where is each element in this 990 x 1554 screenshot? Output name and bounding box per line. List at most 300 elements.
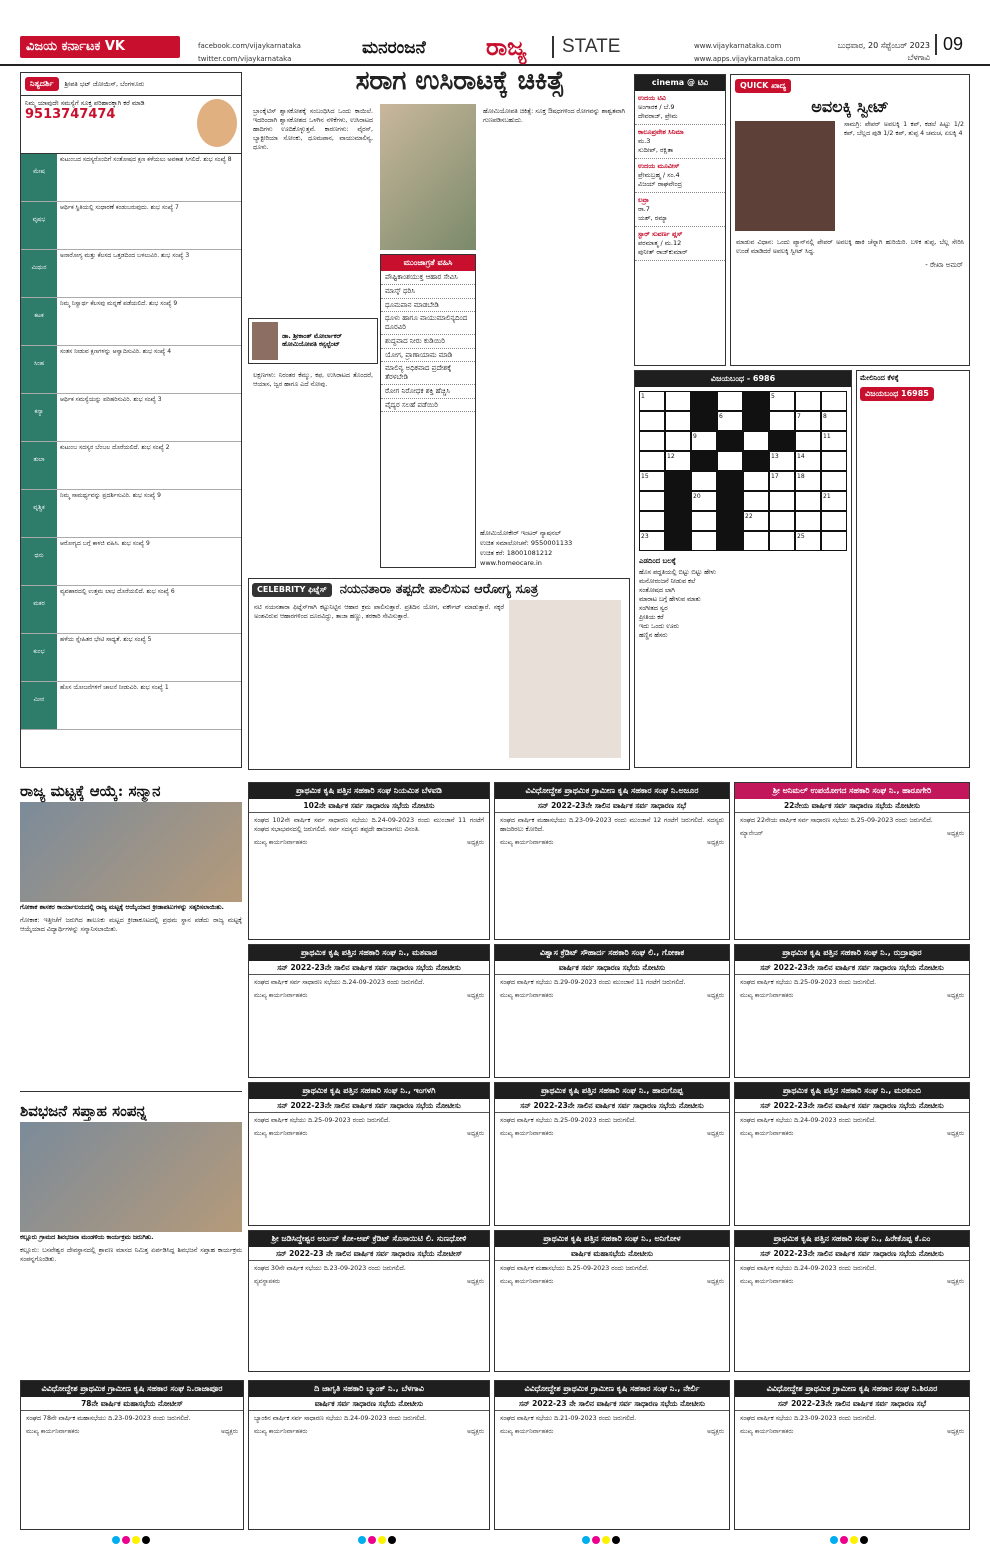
crossword-cell[interactable]: [665, 391, 691, 411]
notice-org: ಪ್ರಾಥಮಿಕ ಕೃಷಿ ಪತ್ತಿನ ಸಹಕಾರಿ ಸಂಘ ನಿ., ಅನಿಗೋಳ: [495, 1231, 729, 1247]
notice-sig-2: ಅಧ್ಯಕ್ಷರು: [707, 992, 724, 1000]
notice-box: [494, 782, 730, 940]
crossword-cell[interactable]: 11: [821, 431, 847, 451]
web-links: [694, 40, 800, 66]
masthead: [0, 0, 990, 66]
notice-box: [494, 944, 730, 1078]
horoscope-phone[interactable]: 9513747474: [25, 107, 116, 123]
tip-item: ಧೂಮಪಾನ ಮಾಡಬೇಡಿ: [381, 299, 475, 313]
doctor-name: ಡಾ. ಶ್ರೀಕಾಂತ್ ಮೋರ್ಲಾ‌ಕರ್ ಹೋಮಿಯೋಪತಿ ಕನ್ಸಲ್ಟೆಂಟ್: [282, 333, 342, 348]
crossword-cell[interactable]: 7: [795, 411, 821, 431]
notice-sig-1: ಮ್ಯಾನೇಜರ್: [740, 830, 764, 838]
cmyk-mark: [112, 1536, 150, 1544]
notice-org: ವಿವಿಧೋದ್ದೇಶ ಪ್ರಾಥಮಿಕ ಗ್ರಾಮೀಣ ಕೃಷಿ ಸಹಕಾರ ಸಂಘ ನಿ.ಶಿರೂರ: [735, 1381, 969, 1397]
crossword-cell[interactable]: [717, 491, 743, 511]
rashi-row: [21, 250, 241, 298]
notice-sig-2: ಅಧ್ಯಕ್ಷರು: [221, 1428, 238, 1436]
crossword-cell[interactable]: [743, 471, 769, 491]
crossword-cell[interactable]: [795, 511, 821, 531]
notice-sig-1: ಮುಖ್ಯ ಕಾರ್ಯನಿರ್ವಾಹಕರು: [740, 1428, 794, 1436]
answers-label: ವಿಜಯಬಂಧ 16985: [860, 387, 934, 401]
rashi-text: ನಿಮ್ಮ ಸಾಮರ್ಥ್ಯವನ್ನು ಪ್ರದರ್ಶಿಸುವಿರಿ. ಶುಭ ಸಂಖ್ಯೆ 9: [60, 492, 161, 499]
notice-signatures: [249, 990, 489, 1002]
notice-box: [248, 1380, 490, 1530]
notice-body: ಸಂಘದ 30ನೇ ವಾರ್ಷಿಕ ಸಭೆಯು ದಿ.23-09-2023 ರಂದು ಜರುಗಲಿದೆ.: [254, 1265, 406, 1273]
notice-body: ಸಂಘದ ವಾರ್ಷಿಕ ಸರ್ವ ಸಾಧಾರಣ ಸಭೆಯು ದಿ.24-09-2023 ರಂದು ಜರುಗಲಿದೆ.: [254, 979, 425, 987]
crossword-title: ವಿಜಯಬಂಧ - 6986: [635, 371, 851, 387]
notice-body: ಸಂಘದ ವಾರ್ಷಿಕ ಸಭೆಯು ದಿ.21-09-2023 ರಂದು ಜರುಗಲಿದೆ.: [500, 1415, 637, 1423]
notice-body: ಸಂಘದ 22ನೇಯ ವಾರ್ಷಿಕ ಸರ್ವ ಸಾಧಾರಣ ಸಭೆಯು ದಿ.25-09-2023 ರಂದು ಜರುಗಲಿದೆ.: [740, 817, 933, 825]
notice-sig-1: ಮುಖ್ಯ ಕಾರ್ಯನಿರ್ವಾಹಕರು: [740, 992, 794, 1000]
crossword-cell[interactable]: [821, 471, 847, 491]
crossword-cell[interactable]: [665, 531, 691, 551]
rashi-text: ಕುಟುಂಬ ಸದಸ್ಯರ ಬೆಂಬಲ ದೊರೆಯಲಿದೆ. ಶುಭ ಸಂಖ್ಯೆ 2: [60, 444, 170, 451]
crossword-cell[interactable]: [821, 511, 847, 531]
notice-title: ವಾರ್ಷಿಕ ಮಹಾಸಭೆಯ ನೋಟೀಸು: [495, 1247, 729, 1261]
crossword-cell[interactable]: [639, 451, 665, 471]
notice-title: ಸನ್ 2022-23ನೇ ಸಾಲಿನ ವಾರ್ಷಿಕ ಸರ್ವ ಸಾಧಾರಣ ಸಭೆಯ ನೋಟೀಸು: [249, 1099, 489, 1113]
rashi-text: ಆರೋಗ್ಯದ ಬಗ್ಗೆ ಕಾಳಜಿ ವಹಿಸಿ. ಶುಭ ಸಂಖ್ಯೆ 9: [60, 540, 150, 547]
celebrity-title: ನಯನತಾರಾ ತಪ್ಪದೇ ಪಾಲಿಸುವ ಆರೋಗ್ಯ ಸೂತ್ರ: [339, 582, 539, 597]
crossword-cell[interactable]: [665, 471, 691, 491]
celebrity-body: ನಟಿ ನಯನತಾರಾ ಫಿಟ್ನೆಸ್‌ಗಾಗಿ ಕಟ್ಟುನಿಟ್ಟಿನ ಆಹಾರ ಕ್ರಮ ಪಾಲಿಸುತ್ತಾರೆ. ಪ್ರತಿದಿನ ಯೋಗ, ವರ್ಕೌಟ್ ಮಾಡುತ್ತಾರೆ. ಸಕ್ಕರೆ ಅಂಶವಿರುವ ಆಹಾರಗಳಿಂದ ದೂರವಿದ್ದು, ತಾಜಾ ಹಣ್ಣು, ತರಕಾರಿ ಸೇವಿಸುತ್ತಾರೆ.: [254, 604, 504, 620]
crossword-clue: ಪ್ರೀತಿಯ ಕರೆ: [639, 613, 664, 621]
notice-title: 102ನೇ ವಾರ್ಷಿಕ ಸರ್ವ ಸಾಧಾರಣ ಸಭೆಯ ನೋಟಿಸು: [249, 799, 489, 813]
rashi-text: ವ್ಯವಹಾರದಲ್ಲಿ ಉತ್ತಮ ಲಾಭ ದೊರೆಯಲಿದೆ. ಶುಭ ಸಂಖ್ಯೆ 6: [60, 588, 175, 595]
rashi-icon: ಮೇಷ: [21, 154, 57, 201]
crossword-cell[interactable]: 12: [665, 451, 691, 471]
notice-sig-1: ಮುಖ್ಯ ಕಾರ್ಯನಿರ್ವಾಹಕರು: [740, 1278, 794, 1286]
news-caption: ಗೋಕಾಕ ಶಾಸಕರ ಕಾರ್ಯಾಲಯದಲ್ಲಿ ರಾಜ್ಯ ಮಟ್ಟಕ್ಕೆ ಆಯ್ಕೆಯಾದ ಕ್ರೀಡಾಪಟುಗಳನ್ನು ಸತ್ಕರಿಸಲಾಯಿತು.: [20, 904, 224, 911]
notice-signatures: [249, 837, 489, 849]
tv-channel: ಕಾಲೂಪ್ರವೇಶ ಸಿನಿಮಾ: [638, 128, 684, 136]
notice-title: ಸನ್ 2022-23 ನೇ ಸಾಲಿನ ವಾರ್ಷಿಕ ಸರ್ವ ಸಾಧಾರಣ ಸಭೆಯ ನೋಟೀಸ್: [249, 1247, 489, 1261]
crossword-clue: ಇದು ಒಂದು ಊರು: [639, 622, 679, 630]
crossword-cell[interactable]: [691, 451, 717, 471]
recipe-method: ಮಾಡುವ ವಿಧಾನ: ಒಂದು ಪ್ಯಾನ್‌ನಲ್ಲಿ ಪೇಪರ್ ಅವಲಕ್ಕಿ ಹಾಕಿ ಚೆನ್ನಾಗಿ ಹುರಿಯಿರಿ. ಬಳಿಕ ತುಪ್ಪ, ಬೆಲ್ಲ ಸೇರಿಸಿ ಉಂಡೆ ಮಾಡಿದರೆ ಅವಲಕ್ಕಿ ಸ್ವೀಟ್ ಸಿದ್ಧ.: [736, 239, 964, 255]
notice-sig-2: ಅಧ್ಯಕ್ಷರು: [467, 1130, 484, 1138]
tv-show: ಪ್ರೇಮಬ್ರಹ್ಮ / ಸಂ.4: [638, 171, 680, 179]
crossword-cell[interactable]: [717, 511, 743, 531]
tip-item: ಪೌಷ್ಟಿಕಾಂಶಯುಕ್ತ ಆಹಾರ ಸೇವಿಸಿ: [381, 271, 475, 285]
crossword-cell[interactable]: [717, 451, 743, 471]
crossword-cell[interactable]: [691, 411, 717, 431]
notice-title: ಸನ್ 2022-23ನೇ ಸಾಲಿನ ವಾರ್ಷಿಕ ಸರ್ವ ಸಾಧಾರಣ ಸಭೆಯ ನೋಟೀಸು: [735, 1247, 969, 1261]
notice-org: ವಿವಿಧೋದ್ದೇಶ ಪ್ರಾಥಮಿಕ ಗ್ರಾಮೀಣ ಕೃಷಿ ಸಹಕಾರ ಸಂಘ ನಿ., ನೇರ್ಲಿ: [495, 1381, 729, 1397]
notice-signatures: [495, 1276, 729, 1288]
cmyk-mark: [830, 1536, 868, 1544]
crossword-clue: ಸಂತೋಷದ ಲಾಗಿ: [639, 586, 675, 594]
rashi-text: ಹಳೆಯ ಸ್ನೇಹಿತರ ಭೇಟಿ ಸಾಧ್ಯತೆ. ಶುಭ ಸಂಖ್ಯೆ 5: [60, 636, 152, 643]
news-body: ಗೋಕಾಕ: ಇತ್ತೀಚೆಗೆ ಜರುಗಿದ ತಾಲೂಕು ಮಟ್ಟದ ಕ್ರೀಡಾಕೂಟದಲ್ಲಿ ಪ್ರಥಮ ಸ್ಥಾನ ಪಡೆದು ರಾಜ್ಯ ಮಟ್ಟಕ್ಕೆ ಆಯ್ಕೆಯಾದ ವಿದ್ಯಾರ್ಥಿಗಳನ್ನು ಸನ್ಮಾನಿಸಲಾಯಿತು.: [20, 916, 242, 933]
cmyk-mark: [358, 1536, 396, 1544]
recipe-ingredients: ಸಾಮಗ್ರಿ: ಪೇಪರ್ ಅವಲಕ್ಕಿ 1 ಕಪ್, ಕಡಲೆ ಹಿಟ್ಟು 1/2 ಕಪ್, ಬೆಲ್ಲದ ಪುಡಿ 1/2 ಕಪ್, ತುಪ್ಪ 4 ಚಮಚ, ಏಲಕ್ಕಿ 4: [844, 121, 964, 137]
rashi-row: [21, 490, 241, 538]
crossword-cell[interactable]: 15: [639, 471, 665, 491]
notice-org: ಪ್ರಾಥಮಿಕ ಕೃಷಿ ಪತ್ತಿನ ಸಹಕಾರಿ ಸಂಘ ನಿ., ರುದ್ರಾಪೂರ: [735, 945, 969, 961]
crossword-cell[interactable]: [639, 411, 665, 431]
notice-signatures: [495, 1426, 729, 1438]
tv-cast: ಸುದೀಪ್, ರಕ್ಷಿತಾ: [638, 146, 674, 154]
news-photo: [20, 802, 242, 902]
feature-body-3: ಹೋಮಿಯೋಪತಿ ಚಿಕಿತ್ಸೆ: ಸೂಕ್ತ ಔಷಧಗಳಿಂದ ರೋಗವನ್ನು ಶಾಶ್ವತವಾಗಿ ಗುಣಪಡಿಸಬಹುದು.: [483, 108, 625, 124]
notice-sig-1: ಮುಖ್ಯ ಕಾರ್ಯನಿರ್ವಾಹಕರು: [254, 839, 308, 847]
rashi-text: ನಿಮ್ಮ ನಿಸ್ವಾರ್ಥ ಕೆಲಸವು ಮನ್ನಣೆ ಪಡೆಯಲಿದೆ. ಶುಭ ಸಂಖ್ಯೆ 9: [60, 300, 178, 307]
notice-box: [734, 944, 970, 1078]
rashi-text: ಆರ್ಥಿಕ ಸಮಸ್ಯೆಯನ್ನು ಪರಿಹರಿಸುವಿರಿ. ಶುಭ ಸಂಖ್ಯೆ 3: [60, 396, 162, 403]
recipe-author: - ರೇಖಾ ಅಮರ್: [925, 261, 963, 269]
tips-box: [380, 254, 476, 568]
tips-title: ಮುಂಜಾಗ್ರತೆ ವಹಿಸಿ: [381, 255, 475, 271]
notice-signatures: [735, 1276, 969, 1288]
crossword-cell[interactable]: 25: [795, 531, 821, 551]
notice-sig-2: ಅಧ್ಯಕ್ಷರು: [467, 992, 484, 1000]
crossword-cell[interactable]: [743, 491, 769, 511]
tv-show: ಅಂಗಾರಕ / ಬೆ.9: [638, 103, 675, 111]
notice-org: ಪ್ರಾಥಮಿಕ ಕೃಷಿ ಪತ್ತಿನ ಸಹಕಾರಿ ಸಂಘ ನಿಯಮಿತ ಬೆಳವಡಿ: [249, 783, 489, 799]
notice-title: 78ನೇ ವಾರ್ಷಿಕ ಮಹಾಸಭೆಯ ನೋಟೀಸ್: [21, 1397, 243, 1411]
notice-title: ಸನ್ 2022-23ನೇ ಸಾಲಿನ ವಾರ್ಷಿಕ ಸರ್ವ ಸಾಧಾರಣ ಸಭೆಯ ನೋಟೀಸು: [495, 1099, 729, 1113]
horoscope-section: [20, 72, 242, 768]
notice-signatures: [735, 1426, 969, 1438]
notice-box: [494, 1380, 730, 1530]
crossword-cell[interactable]: [769, 511, 795, 531]
rashi-icon: ವೃಷಭ: [21, 202, 57, 249]
notice-body: ಸಂಘದ 102ನೇ ವಾರ್ಷಿಕ ಸರ್ವ ಸಾಧಾರಣ ಸಭೆಯು ದಿ.24-09-2023 ರಂದು ಮುಂಜಾನೆ 11 ಗಂಟೆಗೆ ಸಂಘದ ಸಭಾಭವನದಲ್ಲಿ ಜರುಗಲಿದೆ. ಸರ್ವ ಸದಸ್ಯರು ತಪ್ಪದೇ ಹಾಜರಾಗಲು ವಿನಂತಿ.: [254, 817, 484, 834]
tip-item: ರೋಗ ನಿರೋಧಕ ಶಕ್ತಿ ಹೆಚ್ಚಿಸಿ: [381, 385, 475, 399]
celebrity-tag: CELEBRITY ಫಿಟ್ನೆಸ್: [252, 583, 332, 597]
notice-sig-2: ಅಧ್ಯಕ್ಷರು: [467, 839, 484, 847]
recipe-box: [730, 74, 970, 366]
feature-photo: [380, 104, 476, 250]
tv-cast: ದೇವರಾಜ್, ಪ್ರೇಮ: [638, 112, 678, 120]
crossword-cell[interactable]: [821, 531, 847, 551]
notice-signatures: [495, 1128, 729, 1140]
feature-body-1: ಬ್ರಾಂಕೈಟಿಸ್ ಶ್ವಾಸಕೋಶಕ್ಕೆ ಸಂಬಂಧಿಸಿದ ಒಂದು ಕಾಯಿಲೆ. ಇದರಿಂದಾಗಿ ಶ್ವಾಸಕೋಶದ ಒಳಗಿನ ನಳಿಕೆಗಳು, ಉಸಿರಾಟದ ಹಾದಿಗಳು ಊದಿಕೊಳ್ಳುತ್ತವೆ. ಕಾರಣಗಳು: ವೈರಸ್, ಬ್ಯಾಕ್ಟೀರಿಯಾ ಸೋಂಕು, ಧೂಮಪಾನ, ವಾಯುಮಾಲಿನ್ಯ, ಧೂಳು.: [253, 108, 373, 151]
recipe-tag: QUICK ಖಾದ್ಯ: [735, 79, 791, 93]
rashi-icon: ವೃಶ್ಚಿಕ: [21, 490, 57, 537]
crossword-grid: [639, 391, 847, 551]
social-links: [198, 40, 301, 66]
section-state: STATE: [552, 36, 620, 58]
newspaper-logo[interactable]: ವಿಜಯ ಕರ್ನಾಟಕ VK: [20, 36, 180, 58]
rashi-icon: ತುಲಾ: [21, 442, 57, 489]
section-label: ಮನರಂಜನೆ: [362, 38, 426, 58]
issue-date: [800, 40, 930, 64]
section-rajya: ರಾಜ್ಯ: [486, 32, 527, 61]
crossword-cell[interactable]: 20: [691, 491, 717, 511]
rashi-list: [21, 154, 241, 730]
notice-sig-2: ಅಧ್ಯಕ್ಷರು: [707, 1130, 724, 1138]
notice-box: [248, 1230, 490, 1372]
notice-title: ಸನ್ 2022-23ನೇ ಸಾಲಿನ ವಾರ್ಷಿಕ ಸರ್ವ ಸಾಧಾರಣ ಸಭೆ: [495, 799, 729, 813]
horoscope-author: ಶ್ರೀಪತಿ ಭಟ್ ಜೋಯಿಸ್, ಬೆಂಗಳೂರು: [64, 79, 145, 88]
crossword-clues: [635, 568, 851, 640]
crossword-cell[interactable]: [795, 431, 821, 451]
website-link[interactable]: www.vijaykarnataka.com: [694, 42, 782, 50]
crossword-cell[interactable]: [717, 531, 743, 551]
doctor-card: [248, 318, 378, 364]
crossword-cell[interactable]: 23: [639, 531, 665, 551]
tip-item: ಧೂಳು ಹಾಗೂ ವಾಯುಮಾಲಿನ್ಯದಿಂದ ದೂರವಿರಿ: [381, 312, 475, 335]
notice-box: [734, 782, 970, 940]
notice-sig-1: ಮುಖ್ಯ ಕಾರ್ಯನಿರ್ವಾಹಕರು: [500, 839, 554, 847]
cinema-tv-box: [634, 74, 726, 366]
contact-label: ಹೋಮಿಯೋಕೇರ್ ಇಂಟರ್ ನ್ಯಾಷನಲ್: [480, 529, 562, 537]
crossword-cell[interactable]: [821, 391, 847, 411]
crossword-cell[interactable]: [795, 491, 821, 511]
crossword-cell[interactable]: [717, 471, 743, 491]
notice-box: [248, 944, 490, 1078]
crossword-cell[interactable]: [769, 491, 795, 511]
tv-cast: ಪುನೀತ್ ರಾಜ್‌ಕುಮಾರ್: [638, 248, 688, 256]
notice-org: ಪ್ರಾಥಮಿಕ ಕೃಷಿ ಪತ್ತಿನ ಸಹಕಾರಿ ಸಂಘ ನಿ., ಮರಕುಂಬಿ: [735, 1083, 969, 1099]
crossword-cell[interactable]: 21: [821, 491, 847, 511]
tip-item: ವೈದ್ಯರ ಸಲಹೆ ಪಡೆಯಿರಿ: [381, 399, 475, 413]
notice-signatures: [249, 1128, 489, 1140]
notice-body: ಸಂಘದ ವಾರ್ಷಿಕ ಸಭೆಯು ದಿ.23-09-2023 ರಂದು ಜರುಗಲಿದೆ.: [740, 1415, 877, 1423]
notice-sig-2: ಅಧ್ಯಕ್ಷರು: [947, 992, 964, 1000]
cinema-title: cinema @ ಟಿವಿ: [635, 75, 725, 91]
news-story: [20, 780, 242, 1092]
crossword-cell[interactable]: [743, 451, 769, 471]
notice-sig-1: ಮುಖ್ಯ ಕಾರ್ಯನಿರ್ವಾಹಕರು: [254, 1130, 308, 1138]
crossword-clue: ಹೊಸ ಪದ್ದತಿಯಲ್ಲಿ ಬಿಟ್ಟು ಬಿಟ್ಟು ಹೇಳು: [639, 568, 716, 576]
crossword-cell[interactable]: [639, 431, 665, 451]
notice-box: [494, 1230, 730, 1372]
tip-item: ಮಾಲಿನ್ಯ ಅಧಿಕವಾದ ಪ್ರದೇಶಕ್ಕೆ ತೆರಳಬೇಡಿ: [381, 362, 475, 385]
rashi-row: [21, 538, 241, 586]
notice-org: ದಿ ಜಾಗೃತಿ ಸಹಕಾರಿ ಬ್ಯಾಂಕ್ ನಿ., ಬೆಳಗಾವಿ: [249, 1381, 489, 1397]
contact-website[interactable]: www.homeocare.in: [480, 559, 542, 567]
rashi-icon: ಸಿಂಹ: [21, 346, 57, 393]
notice-body: ಸಂಘದ ವಾರ್ಷಿಕ ಮಹಾಸಭೆಯು ದಿ.23-09-2023 ರಂದು ಮುಂಜಾನೆ 12 ಗಂಟೆಗೆ ಜರುಗಲಿದೆ. ಸದಸ್ಯರು ಹಾಜರಿರಲು ಕೋರಿದೆ.: [500, 817, 724, 834]
tv-cast: ವಿಜಯ್ ರಾಘವೇಂದ್ರ: [638, 180, 682, 188]
notice-title: ಸನ್ 2022-23ನೇ ಸಾಲಿನ ವಾರ್ಷಿಕ ಸರ್ವ ಸಾಧಾರಣ ಸಭೆಯ ನೋಟೀಸು: [735, 961, 969, 975]
news-headline: ರಾಜ್ಯ ಮಟ್ಟಕ್ಕೆ ಆಯ್ಕೆ: ಸನ್ಮಾನ: [20, 782, 161, 800]
feature-contact: [480, 528, 630, 568]
notice-body: ಬ್ಯಾಂಕಿನ ವಾರ್ಷಿಕ ಸರ್ವ ಸಾಧಾರಣ ಸಭೆಯು ದಿ.24-09-2023 ರಂದು ಜರುಗಲಿದೆ.: [254, 1415, 427, 1423]
crossword-cell[interactable]: [639, 491, 665, 511]
astrologer-photo: [197, 99, 237, 147]
notice-sig-2: ಅಧ್ಯಕ್ಷರು: [707, 1278, 724, 1286]
across-title: ಎಡದಿಂದ ಬಲಕ್ಕೆ: [639, 557, 676, 565]
tv-show: ರಾ.7: [638, 205, 650, 213]
crossword-cell[interactable]: 9: [691, 431, 717, 451]
rashi-text: ಕುಟುಂಬದ ಸದಸ್ಯರೊಂದಿಗೆ ಸಂತೋಷದ ಕ್ಷಣ ಕಳೆಯಲು ಅವಕಾಶ ಸಿಗಲಿದೆ. ಶುಭ ಸಂಖ್ಯೆ 8: [60, 156, 232, 163]
notice-org: ಪ್ರಾಥಮಿಕ ಕೃಷಿ ಪತ್ತಿನ ಸಹಕಾರಿ ಸಂಘ ನಿ., ಇಂಗಳಗಿ: [249, 1083, 489, 1099]
rashi-icon: ಕುಂಭ: [21, 634, 57, 681]
horoscope-intro: ನಿಮ್ಮ ಯಾವುದೇ ಸಮಸ್ಯೆಗೆ ಸೂಕ್ತ ಪರಿಹಾರಕ್ಕಾಗಿ ಕರೆ ಮಾಡಿ: [25, 99, 145, 107]
tv-listing: [635, 125, 725, 159]
tv-listing: [635, 227, 725, 261]
rashi-row: [21, 442, 241, 490]
rashi-icon: ಮೀನ: [21, 682, 57, 729]
rashi-row: [21, 394, 241, 442]
crossword-cell[interactable]: 22: [743, 511, 769, 531]
notice-org: ವಿವಿಧೋದ್ದೇಶ ಪ್ರಾಥಮಿಕ ಗ್ರಾಮೀಣ ಕೃಷಿ ಸಹಕಾರ ಸಂಘ ನಿ.ಅಜೂರ: [495, 783, 729, 799]
tips-list: [381, 271, 475, 412]
crossword-cell[interactable]: [769, 411, 795, 431]
tv-listing: [635, 91, 725, 125]
crossword-cell[interactable]: 18: [795, 471, 821, 491]
crossword-cell[interactable]: [717, 391, 743, 411]
tv-channel: ಉದಯ ಮೂವೀಸ್: [638, 162, 680, 170]
rashi-icon: ಕನ್ಯಾ: [21, 394, 57, 441]
notice-sig-2: ಅಧ್ಯಕ್ಷರು: [707, 839, 724, 847]
facebook-link[interactable]: facebook.com/vijaykarnataka: [198, 42, 301, 50]
notice-body: ಸಂಘದ ವಾರ್ಷಿಕ ಸಭೆಯು ದಿ.24-09-2023 ರಂದು ಜರುಗಲಿದೆ.: [740, 1265, 877, 1273]
notice-title: ಸನ್ 2022-23ನೇ ಸಾಲಿನ ವಾರ್ಷಿಕ ಸರ್ವ ಸಾಧಾರಣ ಸಭೆಯ ನೋಟೀಸು: [735, 1099, 969, 1113]
notice-org: ಶ್ರೀ ಜಡಿಸಿದ್ದೇಶ್ವರ ಅರ್ಬನ್ ಕೋ-ಆಪ್ ಕ್ರೆಡಿಟ್ ಸೊಸಾಯಿಟಿ ಲಿ. ಸುಣಧೋಳಿ: [249, 1231, 489, 1247]
notice-box: [248, 1082, 490, 1226]
notice-title: ಸನ್ 2022-23ನೇ ಸಾಲಿನ ವಾರ್ಷಿಕ ಸರ್ವ ಸಾಧಾರಣ ಸಭೆಯ ನೋಟೀಸು: [249, 961, 489, 975]
notice-signatures: [495, 837, 729, 849]
rashi-text: ಆರ್ಥಿಕ ಸ್ಥಿತಿಯಲ್ಲಿ ಸುಧಾರಣೆ ಕಂಡುಬರುವುದು. ಶುಭ ಸಂಖ್ಯೆ 7: [60, 204, 179, 211]
notice-title: ವಾರ್ಷಿಕ ಸರ್ವ ಸಾಧಾರಣ ಸಭೆಯ ನೋಟೀಸು: [249, 1397, 489, 1411]
crossword-cell[interactable]: [665, 431, 691, 451]
crossword-cell[interactable]: [717, 431, 743, 451]
rashi-text: ಸಂತಸ ನೀಡುವ ಕ್ಷಣಗಳನ್ನು ಆಸ್ವಾದಿಸುವಿರಿ. ಶುಭ ಸಂಖ್ಯೆ 4: [60, 348, 172, 355]
contact-phone-1[interactable]: ಉಚಿತ ಸಮಾಲೋಚನೆ: 9550001133: [480, 539, 573, 547]
crossword-cell[interactable]: [743, 411, 769, 431]
crossword-cell[interactable]: 6: [717, 411, 743, 431]
tv-channel: ಸ್ಟಾರ್ ಸುವರ್ಣ ಪ್ಲಸ್: [638, 230, 683, 238]
crossword-cell[interactable]: 8: [821, 411, 847, 431]
tv-channel: ಉದಯ ಟಿವಿ: [638, 94, 666, 102]
notice-title: ಸನ್ 2022-23 ನೇ ಸಾಲಿನ ವಾರ್ಷಿಕ ಸರ್ವ ಸಾಧಾರಣ ಸಭೆಯ ನೋಟೀಸು: [495, 1397, 729, 1411]
page-number: 09: [935, 34, 963, 55]
horoscope-title: ನಿತ್ಯದರ್ಶಿ: [25, 77, 59, 91]
notice-box: [248, 782, 490, 940]
news-body: ಕಲ್ಲೂರು: ಬಸವೇಶ್ವರ ದೇವಸ್ಥಾನದಲ್ಲಿ ಶ್ರಾವಣ ಮಾಸದ ನಿಮಿತ್ತ ಏರ್ಪಡಿಸಿದ್ದ ಶಿವಭಜನೆ ಸಪ್ತಾಹ ಕಾರ್ಯಕ್ರಮ ಸಂಪನ್ನಗೊಂಡಿತು.: [20, 1246, 242, 1263]
notice-box: [734, 1380, 970, 1530]
crossword-clue: ಸಂಗೀತದ ಸ್ವರ: [639, 604, 668, 612]
notice-box: [734, 1082, 970, 1226]
notice-body: ಸಂಘದ ವಾರ್ಷಿಕ ಸಭೆಯು ದಿ.25-09-2023 ರಂದು ಜರುಗಲಿದೆ.: [740, 979, 877, 987]
notice-box: [20, 1380, 244, 1530]
rashi-row: [21, 298, 241, 346]
notice-sig-1: ಮುಖ್ಯ ಕಾರ್ಯನಿರ್ವಾಹಕರು: [500, 992, 554, 1000]
crossword-clue: ಮನೋರಂಜನೆ ನೀಡುವ ಕಲೆ: [639, 577, 696, 585]
apps-link[interactable]: www.apps.vijaykarnataka.com: [694, 55, 801, 63]
rashi-icon: ಧನು: [21, 538, 57, 585]
rashi-row: [21, 682, 241, 730]
notice-body: ಸಂಘದ ವಾರ್ಷಿಕ ಸಭೆಯು ದಿ.25-09-2023 ರಂದು ಜರುಗಲಿದೆ.: [254, 1117, 391, 1125]
cinema-list: [635, 91, 725, 261]
recipe-photo: [735, 121, 835, 231]
tip-item: ಮಾಸ್ಕ್ ಧರಿಸಿ: [381, 285, 475, 299]
crossword-cell[interactable]: [743, 391, 769, 411]
cmyk-mark: [582, 1536, 620, 1544]
crossword-cell[interactable]: [743, 531, 769, 551]
notice-box: [494, 1082, 730, 1226]
crossword-cell[interactable]: 17: [769, 471, 795, 491]
notice-org: ವಿವಿಧೋದ್ದೇಶ ಪ್ರಾಥಮಿಕ ಗ್ರಾಮೀಣ ಕೃಷಿ ಸಹಕಾರ ಸಂಘ ನಿ.ರಾಜಾಪೂರ: [21, 1381, 243, 1397]
tip-item: ಯೋಗ, ಪ್ರಾಣಾಯಾಮ ಮಾಡಿ: [381, 349, 475, 363]
feature-body-2: ಲಕ್ಷಣಗಳು: ನಿರಂತರ ಕೆಮ್ಮು, ಕಫ, ಉಸಿರಾಟದ ತೊಂದರೆ, ಆಯಾಸ, ಜ್ವರ ಹಾಗೂ ಎದೆ ನೋವು.: [253, 372, 373, 388]
down-title: ಮೇಲಿನಿಂದ ಕೆಳಕ್ಕೆ: [860, 374, 899, 382]
contact-phone-2[interactable]: ಉಚಿತ ಕರೆ: 18001081212: [480, 549, 553, 557]
news-photo: [20, 1122, 242, 1232]
twitter-link[interactable]: twitter.com/vijaykarnataka: [198, 55, 292, 63]
notice-body: ಸಂಘದ ವಾರ್ಷಿಕ ಸಭೆಯು ದಿ.25-09-2023 ರಂದು ಜರುಗಲಿದೆ.: [500, 1117, 637, 1125]
celebrity-photo: [509, 600, 621, 758]
crossword-cell[interactable]: [795, 391, 821, 411]
crossword-cell[interactable]: [665, 411, 691, 431]
rashi-row: [21, 634, 241, 682]
notice-sig-2: ಅಧ್ಯಕ್ಷರು: [947, 1278, 964, 1286]
notice-sig-1: ಮುಖ್ಯ ಕಾರ್ಯನಿರ್ವಾಹಕರು: [740, 1130, 794, 1138]
notice-signatures: [735, 828, 969, 840]
tv-channel: ಲವ್ರಾ: [638, 196, 649, 204]
notice-sig-1: ಮುಖ್ಯ ಕಾರ್ಯನಿರ್ವಾಹಕರು: [500, 1130, 554, 1138]
notice-sig-1: ಮುಖ್ಯ ಕಾರ್ಯನಿರ್ವಾಹಕರು: [254, 1428, 308, 1436]
crossword-cell[interactable]: [639, 511, 665, 531]
notice-signatures: [21, 1426, 243, 1438]
notice-sig-2: ಅಧ್ಯಕ್ಷರು: [467, 1278, 484, 1286]
notice-signatures: [495, 990, 729, 1002]
tip-item: ಶುದ್ಧವಾದ ನೀರು ಕುಡಿಯಿರಿ: [381, 335, 475, 349]
notice-signatures: [735, 1128, 969, 1140]
crossword-cell[interactable]: 14: [795, 451, 821, 471]
rashi-row: [21, 202, 241, 250]
rashi-text: ಹೊಸ ಯೋಜನೆಗಳಿಗೆ ಚಾಲನೆ ನೀಡುವಿರಿ. ಶುಭ ಸಂಖ್ಯೆ 1: [60, 684, 169, 691]
notice-signatures: [249, 1426, 489, 1438]
crossword-cell[interactable]: [691, 471, 717, 491]
crossword-cell[interactable]: [665, 511, 691, 531]
rashi-text: ಅನಾರೋಗ್ಯ ಮತ್ತು ಕೆಲಸದ ಒತ್ತಡದಿಂದ ಬಳಲುವಿರಿ. ಶುಭ ಸಂಖ್ಯೆ 3: [60, 252, 190, 259]
crossword-clue: ಮಾರಾಟ ಬಗ್ಗೆ ಹೇಳುವ ಮಾತು: [639, 595, 701, 603]
rashi-icon: ಮಕರ: [21, 586, 57, 633]
notice-sig-2: ಅಧ್ಯಕ್ಷರು: [947, 830, 964, 838]
notice-sig-2: ಅಧ್ಯಕ್ಷರು: [467, 1428, 484, 1436]
tv-listing: [635, 159, 725, 193]
crossword-cell[interactable]: [743, 431, 769, 451]
notice-org: ವಿಶ್ವಾಸ ಕ್ರೆಡಿಟ್ ಸೌಹಾರ್ದ ಸಹಕಾರಿ ಸಂಘ ಲಿ., ಗೋಕಾಕ: [495, 945, 729, 961]
notice-sig-1: ಮುಖ್ಯ ಕಾರ್ಯನಿರ್ವಾಹಕರು: [254, 992, 308, 1000]
crossword-cell[interactable]: 1: [639, 391, 665, 411]
notice-body: ಸಂಘದ ವಾರ್ಷಿಕ ಸಭೆಯು ದಿ.29-09-2023 ರಂದು ಮುಂಜಾನೆ 11 ಗಂಟೆಗೆ ಜರುಗಲಿದೆ.: [500, 979, 686, 987]
crossword-cell[interactable]: [769, 431, 795, 451]
crossword-cell[interactable]: [691, 391, 717, 411]
recipe-title: ಅವಲಕ್ಕಿ ಸ್ವೀಟ್: [811, 97, 889, 116]
rashi-row: [21, 586, 241, 634]
notice-sig-1: ಮುಖ್ಯ ಕಾರ್ಯನಿರ್ವಾಹಕರು: [26, 1428, 80, 1436]
crossword-cell[interactable]: [665, 491, 691, 511]
tv-show: ಪರಮಾತ್ಮ / ಮ.12: [638, 239, 682, 247]
notice-box: [734, 1230, 970, 1372]
crossword-box: [634, 370, 852, 768]
tv-show: ಮ.3: [638, 137, 651, 145]
crossword-cell[interactable]: 13: [769, 451, 795, 471]
notice-signatures: [249, 1276, 489, 1288]
rashi-icon: ಮಿಥುನ: [21, 250, 57, 297]
notice-sig-2: ಅಧ್ಯಕ್ಷರು: [947, 1428, 964, 1436]
crossword-cell[interactable]: [821, 451, 847, 471]
celebrity-fitness: [248, 578, 630, 770]
rashi-row: [21, 154, 241, 202]
feature-title: ಸರಾಗ ಉಸಿರಾಟಕ್ಕೆ ಚಿಕಿತ್ಸೆ: [355, 66, 565, 96]
news-headline: ಶಿವಭಜನೆ ಸಪ್ತಾಹ ಸಂಪನ್ನ: [20, 1102, 147, 1120]
crossword-cell[interactable]: [769, 531, 795, 551]
crossword-cell[interactable]: 5: [769, 391, 795, 411]
crossword-cell[interactable]: [691, 511, 717, 531]
edition-city: ಬೆಳಗಾವಿ: [907, 53, 930, 62]
notice-title: ವಾರ್ಷಿಕ ಸರ್ವ ಸಾಧಾರಣ ಸಭೆಯ ನೋಟಿಸು: [495, 961, 729, 975]
notice-sig-1: ಮುಖ್ಯ ಕಾರ್ಯನಿರ್ವಾಹಕರು: [500, 1428, 554, 1436]
crossword-cell[interactable]: [691, 531, 717, 551]
